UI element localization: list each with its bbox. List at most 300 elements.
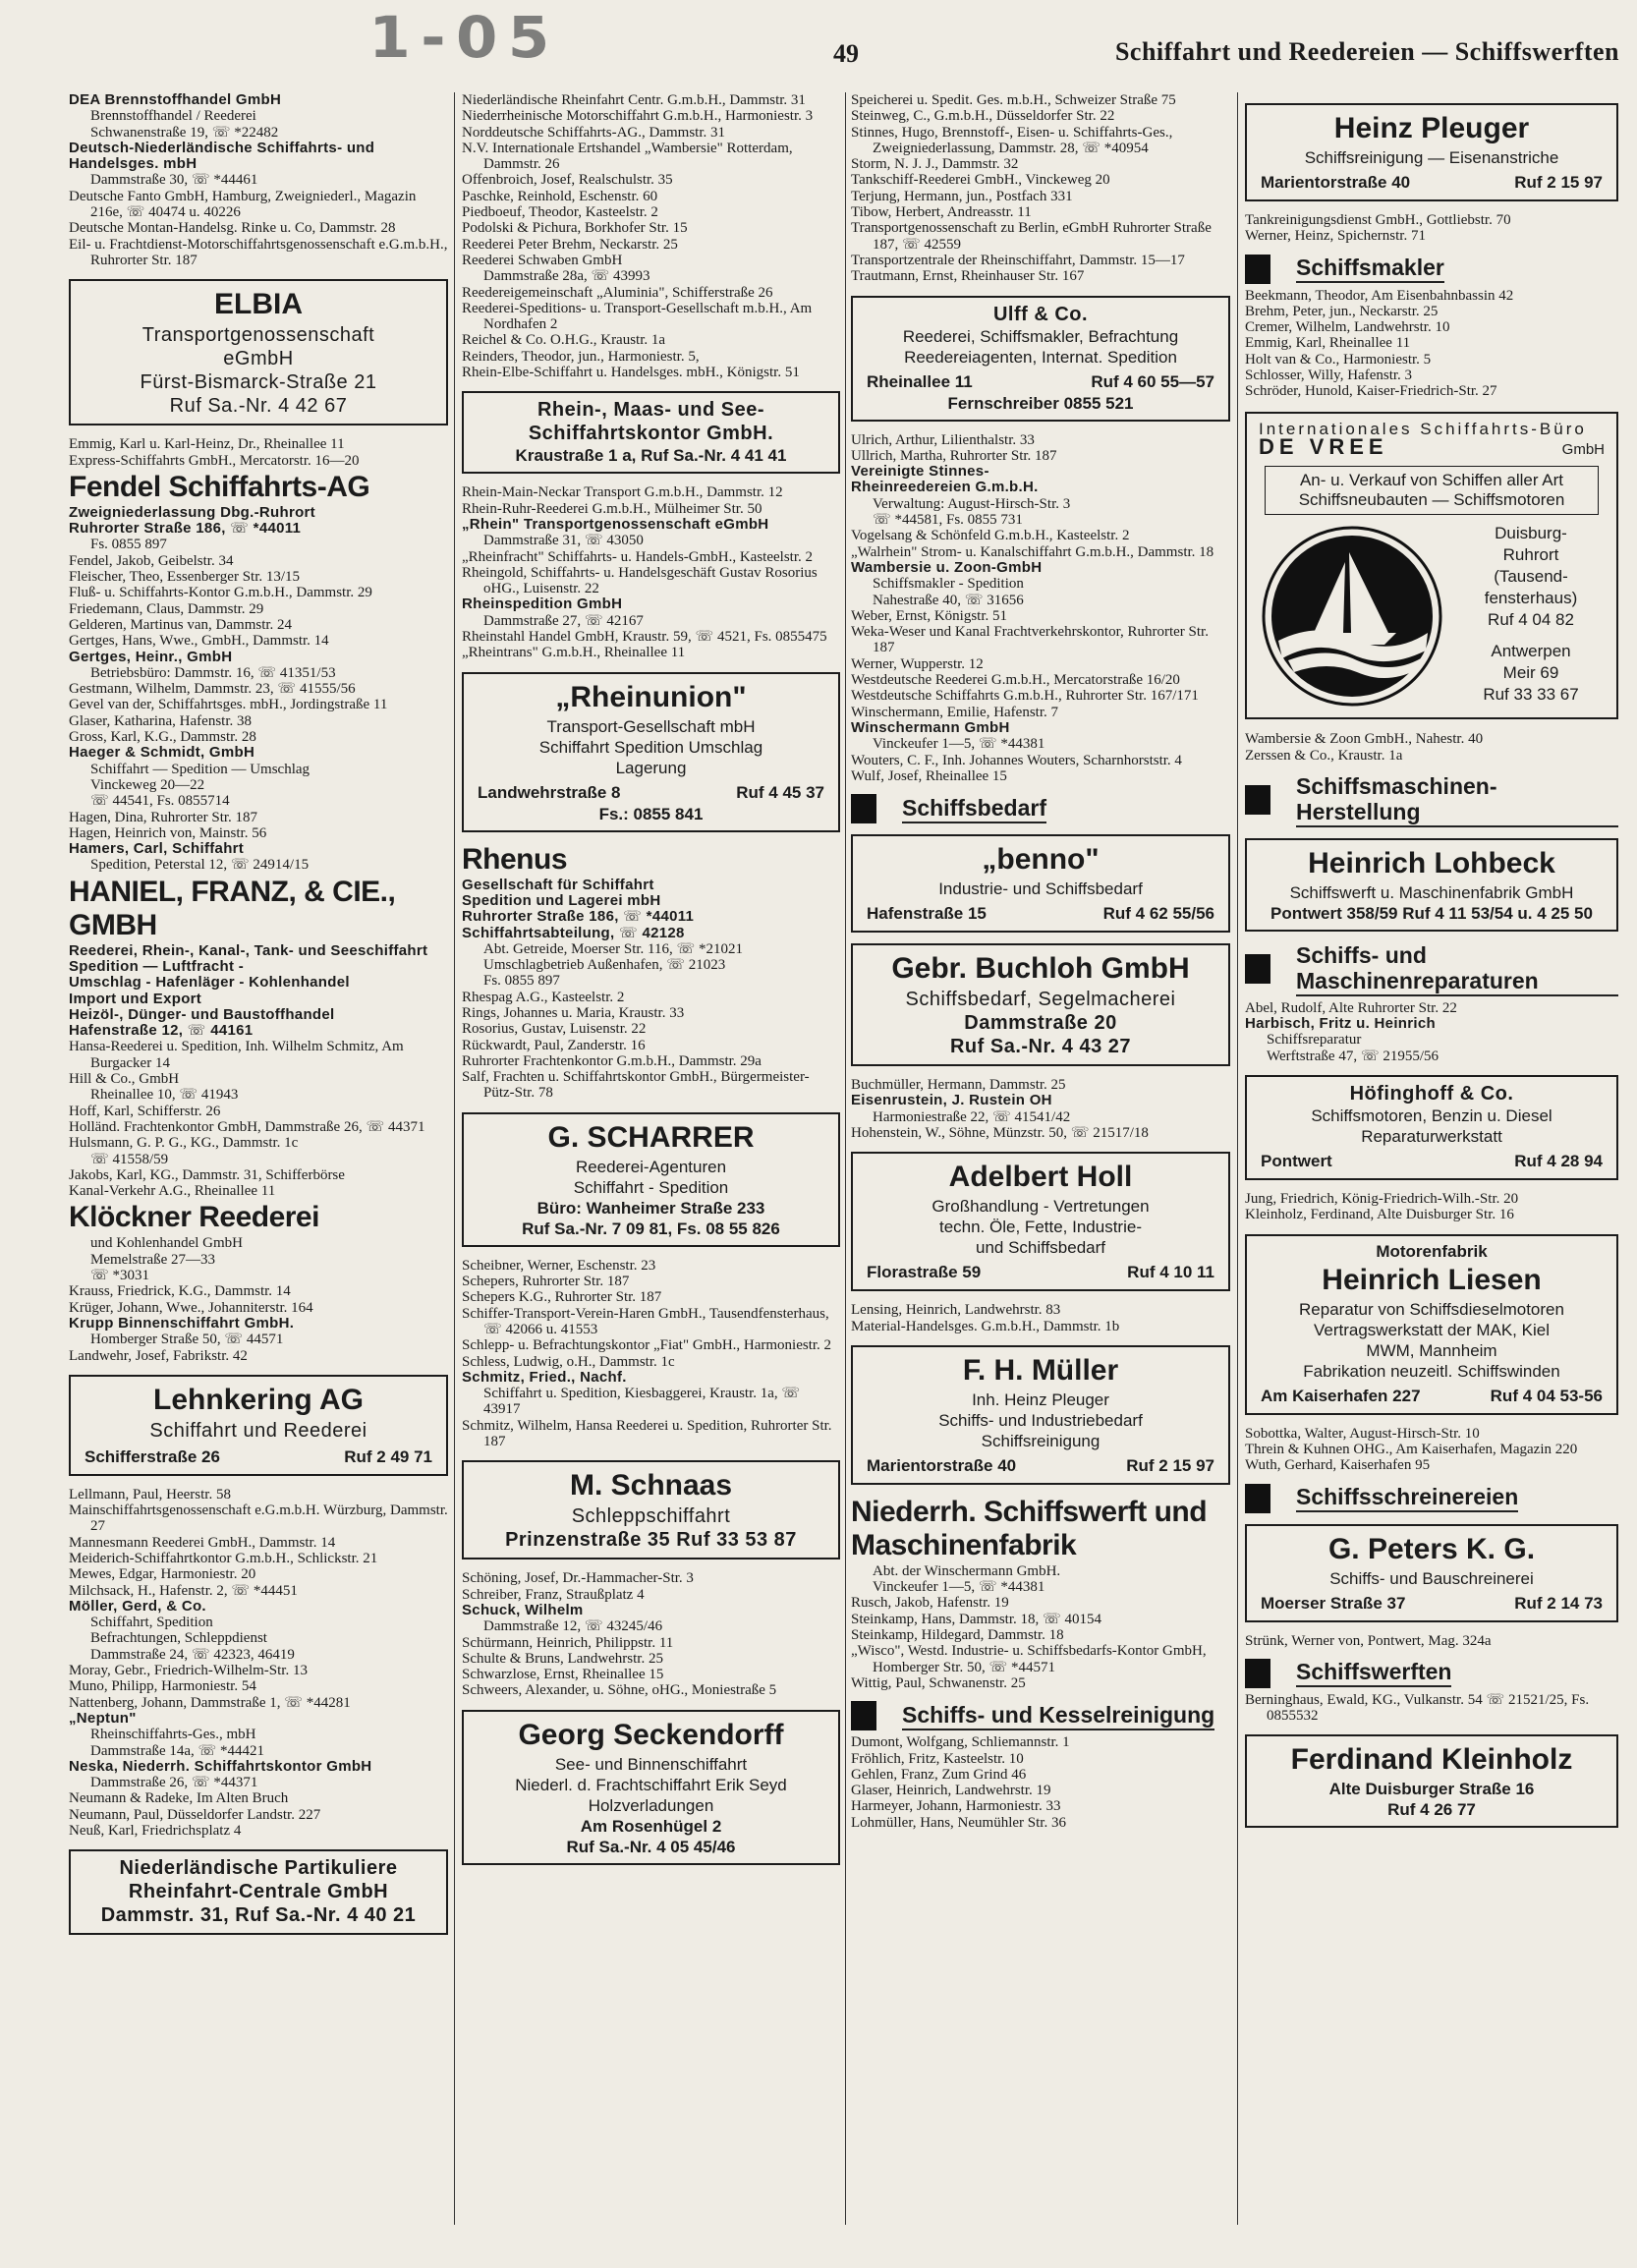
ad-extra-line: Fernschreiber 0855 521 — [947, 393, 1134, 413]
ad-company-name: Adelbert Holl — [948, 1161, 1133, 1194]
entry-detail: ☏ 44541, Fs. 0855714 — [90, 793, 230, 810]
directory-entry: Speicherei u. Spedit. Ges. m.b.H., Schweizer Straße 75 — [851, 92, 1176, 108]
ad-line: Schleppschiffahrt — [571, 1505, 731, 1528]
directory-entry: Hagen, Heinrich von, Mainstr. 56 — [69, 824, 267, 841]
entry-bold: Vereinigte Stinnes- — [851, 463, 989, 481]
entry-bold: Neska, Niederrh. Schiffahrtskontor GmbH — [69, 1757, 372, 1775]
directory-entry: Glaser, Heinrich, Landwehrstr. 19 — [851, 1783, 1051, 1799]
ad-extra-line: Fs.: 0855 841 — [598, 804, 704, 823]
directory-entry: Fluß- u. Schiffahrts-Kontor G.m.b.H., Dammstr. 29 — [69, 585, 372, 601]
entry-detail: Dammstraße 14a, ☏ *44421 — [90, 1742, 265, 1759]
directory-entry: Reederei Schwaben GmbH — [462, 252, 623, 268]
directory-entry: Berninghaus, Ewald, KG., Vulkanstr. 54 ☏ 21521/25, Fs. 0855532 — [1245, 1691, 1590, 1725]
ad-line: Vertragswerkstatt der MAK, Kiel — [1314, 1320, 1550, 1339]
archive-stamp: 1-05 — [368, 4, 560, 71]
entry-bold: Heizöl-, Dünger- und Baustoffhandel — [69, 1005, 335, 1023]
ad-line: Rhein-, Maas- und See- — [536, 399, 765, 422]
ad-line: Schiffs- und Bauschreinerei — [1329, 1568, 1534, 1588]
entry-detail: Dammstraße 30, ☏ *44461 — [90, 172, 258, 189]
directory-entry: Harmeyer, Johann, Harmoniestr. 33 — [851, 1798, 1061, 1815]
ad-phone: Ruf 4 62 55/56 — [1102, 904, 1214, 924]
directory-entry: Muno, Philipp, Harmoniestr. 54 — [69, 1678, 256, 1695]
entry-detail: Spedition, Peterstal 12, ☏ 24914/15 — [90, 857, 310, 874]
ad-address: Pontwert — [1261, 1152, 1332, 1171]
directory-entry: Milchsack, H., Hafenstr. 2, ☏ *44451 — [69, 1582, 298, 1599]
ad-line: Ruf 4 04 82 — [1488, 610, 1574, 630]
ad-company-name: Heinrich Liesen — [1322, 1263, 1542, 1296]
entry-bold: Wambersie u. Zoon-GmbH — [851, 558, 1043, 576]
directory-entry: Fendel, Jakob, Geibelstr. 34 — [69, 552, 234, 569]
entry-detail: Verwaltung: August-Hirsch-Str. 3 — [873, 495, 1071, 512]
ad-company-name: Gebr. Buchloh GmbH — [891, 952, 1190, 986]
entry-detail: ☏ 41558/59 — [90, 1151, 169, 1167]
running-title: Schiffahrt und Reedereien — Schiffswerften — [1114, 37, 1619, 66]
ad-line: Fabrikation neuzeitl. Schiffswinden — [1303, 1361, 1560, 1381]
directory-entry: Rheinstahl Handel GmbH, Kraustr. 59, ☏ 4521, Fs. 0855475 — [462, 629, 827, 646]
ad-line: See- und Binnenschiffahrt — [554, 1754, 748, 1774]
ad-contact-row — [1257, 1386, 1607, 1407]
display-advertisement — [851, 296, 1230, 422]
entry-detail: Brennstoffhandel / Reederei — [90, 108, 256, 125]
directory-entry: Rhein-Ruhr-Reederei G.m.b.H., Mülheimer Str. 50 — [462, 500, 762, 517]
ad-line: Reederei, Schiffsmakler, Befrachtung — [902, 326, 1179, 346]
entry-detail: Fs. 0855 897 — [90, 537, 167, 553]
directory-entry: Schwarzlose, Ernst, Rheinallee 15 — [462, 1667, 664, 1683]
entry-bold: Krupp Binnenschiffahrt GmbH. — [69, 1314, 295, 1332]
directory-entry: Winschermann, Emilie, Hafenstr. 7 — [851, 704, 1059, 720]
ad-line: Transportgenossenschaft — [141, 324, 375, 347]
ad-line: Prinzenstraße 35 Ruf 33 53 87 — [505, 1529, 797, 1552]
display-advertisement — [851, 943, 1230, 1066]
display-advertisement — [462, 391, 840, 474]
ad-phone: Ruf 2 15 97 — [1514, 173, 1603, 192]
ad-line: Schiffsmotoren, Benzin u. Diesel — [1311, 1106, 1552, 1126]
ad-line: Ruhrort — [1502, 545, 1559, 565]
display-advertisement — [851, 1345, 1230, 1485]
ad-address: Hafenstraße 15 — [867, 904, 987, 924]
display-advertisement — [462, 1112, 840, 1247]
directory-entry: Storm, N. J. J., Dammstr. 32 — [851, 156, 1019, 173]
entry-detail: Vinckeweg 20—22 — [90, 776, 205, 793]
display-advertisement — [1245, 103, 1618, 201]
directory-entry: Mewes, Edgar, Harmoniestr. 20 — [69, 1566, 256, 1583]
ad-line: An- u. Verkauf von Schiffen aller Art — [1299, 471, 1564, 490]
directory-entry: Neumann, Paul, Düsseldorfer Landstr. 227 — [69, 1806, 321, 1823]
directory-entry: Holt van & Co., Harmoniestr. 5 — [1245, 351, 1432, 368]
entry-headline: Niederrh. Schiffswerft und Maschinenfabrik — [851, 1495, 1208, 1561]
entry-headline: Klöckner Reederei — [69, 1201, 319, 1234]
ad-line: Reparatur von Schiffsdieselmotoren — [1299, 1299, 1564, 1319]
directory-entry: Krauss, Friedrick, K.G., Dammstr. 14 — [69, 1283, 291, 1300]
directory-entry: Gertges, Hans, Wwe., GmbH., Dammstr. 14 — [69, 633, 329, 650]
directory-entry: Threin & Kuhnen OHG., Am Kaiserhafen, Magazin 220 — [1245, 1441, 1578, 1457]
directory-entry: Neumann & Radeke, Im Alten Bruch — [69, 1790, 289, 1807]
directory-entry: „Wisco", Westd. Industrie- u. Schiffsbedarfs-Kontor GmbH, Homberger Str. 50, ☏ *44571 — [851, 1643, 1207, 1675]
directory-entry: Schweers, Alexander, u. Söhne, oHG., Moniestraße 5 — [462, 1682, 777, 1699]
entry-bold: Gertges, Heinr., GmbH — [69, 648, 233, 665]
entry-bold: Möller, Gerd, & Co. — [69, 1597, 206, 1615]
entry-detail: Werftstraße 47, ☏ 21955/56 — [1267, 1048, 1439, 1064]
entry-detail: Schwanenstraße 19, ☏ *22482 — [90, 124, 279, 141]
directory-entry: Gevel van der, Schiffahrtsges. mbH., Jordingstraße 11 — [69, 697, 388, 713]
directory-entry: Material-Handelsges. G.m.b.H., Dammstr. 1b — [851, 1318, 1120, 1334]
directory-entry: Rusch, Jakob, Hafenstr. 19 — [851, 1595, 1009, 1612]
ad-company-name: DE VREE — [1259, 433, 1388, 459]
ad-line: Großhandlung - Vertretungen — [931, 1197, 1150, 1217]
entry-bold: Spedition — Luftfracht - — [69, 957, 245, 975]
directory-entry: Fröhlich, Fritz, Kasteelstr. 10 — [851, 1750, 1024, 1767]
directory-entry: Niederrheinische Motorschiffahrt G.m.b.H., Harmoniestr. 3 — [462, 108, 814, 125]
ad-line: Reparaturwerkstatt — [1361, 1127, 1502, 1147]
directory-entry: Wittig, Paul, Schwanenstr. 25 — [851, 1674, 1026, 1691]
entry-bold: „Rhein" Transportgenossenschaft eGmbH — [462, 515, 769, 533]
column-1 — [69, 92, 448, 1946]
directory-entry: Salf, Frachten u. Schiffahrtskontor GmbH., Bürgermeister-Pütz-Str. 78 — [462, 1069, 810, 1102]
directory-entry: Rhein-Elbe-Schiffahrt u. Handelsges. mbH., Königstr. 51 — [462, 365, 800, 381]
entry-headline: HANIEL, FRANZ, & CIE., GMBH — [69, 875, 396, 941]
directory-entry: Rheingold, Schiffahrts- u. Handelsgeschäft Gustav Rosorius oHG., Luisenstr. 22 — [462, 564, 818, 597]
column-2 — [462, 92, 840, 1876]
ad-contact-row — [863, 371, 1218, 393]
directory-entry: Mainschiffahrtsgenossenschaft e.G.m.b.H. Würzburg, Dammstr. 27 — [69, 1503, 448, 1535]
directory-entry: Piedboeuf, Theodor, Kasteelstr. 2 — [462, 204, 658, 221]
entry-bold: Schiffahrtsabteilung, ☏ 42128 — [462, 924, 685, 941]
directory-entry: Schöning, Josef, Dr.-Hammacher-Str. 3 — [462, 1570, 694, 1587]
ad-line: Motorenfabrik — [1376, 1241, 1488, 1261]
display-advertisement — [1245, 412, 1618, 720]
ad-address: Marientorstraße 40 — [867, 1455, 1017, 1475]
section-heading — [1245, 1484, 1618, 1513]
ad-phone: Ruf 2 14 73 — [1514, 1593, 1603, 1613]
directory-entry: Tankschiff-Reederei GmbH., Vinckeweg 20 — [851, 172, 1110, 189]
section-title: Schiffs- und Kesselreinigung — [902, 1702, 1214, 1730]
entry-bold: Hamers, Carl, Schiffahrt — [69, 840, 245, 858]
directory-entry: Nattenberg, Johann, Dammstraße 1, ☏ *44281 — [69, 1694, 351, 1711]
ad-line: Ruf Sa.-Nr. 4 05 45/46 — [566, 1837, 736, 1856]
entry-detail: Umschlagbetrieb Außenhafen, ☏ 21023 — [483, 957, 726, 974]
entry-bold: Spedition und Lagerei mbH — [462, 891, 661, 909]
section-marker-icon — [1245, 255, 1270, 284]
directory-entry: Sobottka, Walter, August-Hirsch-Str. 10 — [1245, 1425, 1480, 1442]
display-advertisement — [1245, 1075, 1618, 1180]
directory-entry: Dumont, Wolfgang, Schliemannstr. 1 — [851, 1734, 1070, 1751]
section-title: Schiffsbedarf — [902, 795, 1046, 823]
ad-line: Kraustraße 1 a, Ruf Sa.-Nr. 4 41 41 — [515, 446, 787, 466]
entry-bold: Schmitz, Fried., Nachf. — [462, 1368, 627, 1386]
entry-detail: Schiffahrt u. Spedition, Kiesbaggerei, Kraustr. 1a, ☏ 43917 — [483, 1386, 801, 1418]
ad-line: Ulff & Co. — [992, 303, 1089, 325]
directory-entry: Gross, Karl, K.G., Dammstr. 28 — [69, 729, 256, 746]
ad-addresses — [1457, 523, 1605, 709]
directory-entry: Jung, Friedrich, König-Friedrich-Wilh.-Str. 20 — [1245, 1191, 1519, 1208]
directory-entry: Stinnes, Hugo, Brennstoff-, Eisen- u. Schiffahrts-Ges., Zweigniederlassung, Dammstr. 28, ☏ *40954 — [851, 124, 1173, 156]
page-header — [0, 0, 1637, 79]
ad-company-name: Heinrich Lohbeck — [1308, 846, 1555, 879]
ad-phone: Ruf 4 45 37 — [736, 782, 824, 802]
entry-detail: Schiffahrt, Spedition — [90, 1615, 213, 1631]
directory-entry: Werner, Heinz, Spichernstr. 71 — [1245, 228, 1426, 245]
directory-entry: Hulsmann, G. P. G., KG., Dammstr. 1c — [69, 1135, 299, 1152]
display-advertisement — [69, 279, 448, 425]
entry-detail: Abt. der Winschermann GmbH. — [873, 1562, 1061, 1579]
directory-entry: Hagen, Dina, Ruhrorter Str. 187 — [69, 809, 258, 825]
directory-entry: Schürmann, Heinrich, Philippstr. 11 — [462, 1634, 674, 1651]
directory-entry: Schlepp- u. Befrachtungskontor „Fiat" GmbH., Harmoniestr. 2 — [462, 1337, 832, 1354]
ad-company-name: M. Schnaas — [569, 1469, 733, 1503]
directory-entry: Ullrich, Martha, Ruhrorter Str. 187 — [851, 447, 1057, 464]
directory-entry: Paschke, Reinhold, Eschenstr. 60 — [462, 188, 658, 204]
directory-entry: Wouters, C. F., Inh. Johannes Wouters, Scharnhorststr. 4 — [851, 752, 1182, 768]
ad-line: Reederei-Agenturen — [575, 1157, 727, 1176]
ad-company-name: Lehnkering AG — [153, 1383, 364, 1416]
ad-address: Landwehrstraße 8 — [478, 782, 621, 802]
ad-contact-row — [863, 903, 1218, 925]
ad-address: Florastraße 59 — [867, 1263, 982, 1282]
section-title: Schiffs- und Maschinenreparaturen — [1296, 942, 1618, 996]
directory-entry: Westdeutsche Reederei G.m.b.H., Mercatorstraße 16/20 — [851, 672, 1180, 689]
directory-entry: Schmitz, Wilhelm, Hansa Reederei u. Spedition, Ruhrorter Str. 187 — [462, 1417, 832, 1450]
entry-bold: Ruhrorter Straße 186, ☏ *44011 — [69, 520, 302, 538]
directory-entry: Deutsche Fanto GmbH, Hamburg, Zweigniederl., Magazin 216e, ☏ 40474 u. 40226 — [69, 188, 417, 221]
ad-company-name: G. Peters K. G. — [1327, 1532, 1536, 1565]
ad-line: Schiffahrt - Spedition — [573, 1177, 729, 1197]
directory-entry: Podolski & Pichura, Borkhofer Str. 15 — [462, 220, 688, 237]
directory-entry: Offenbroich, Josef, Realschulstr. 35 — [462, 172, 673, 189]
entry-bold: Rheinspedition GmbH — [462, 595, 623, 613]
directory-entry: Lohmüller, Hans, Neumühler Str. 36 — [851, 1814, 1066, 1831]
directory-entry: N.V. Internationale Ertshandel „Wambersie" Rotterdam, Dammstr. 26 — [462, 140, 793, 173]
entry-bold: Import und Export — [69, 990, 202, 1007]
display-advertisement — [462, 1460, 840, 1559]
ad-company-name: „benno" — [982, 843, 1100, 877]
directory-entry: Schreiber, Franz, Straußplatz 4 — [462, 1586, 645, 1603]
section-heading — [851, 794, 1230, 823]
directory-entry: Niederländische Rheinfahrt Centr. G.m.b.H., Dammstr. 31 — [462, 92, 806, 108]
section-title: Schiffsmaschinen-Herstellung — [1296, 773, 1618, 827]
ad-address: Rheinallee 11 — [867, 371, 973, 391]
directory-entry: Transportzentrale der Rheinschiffahrt, Dammstr. 15—17 — [851, 252, 1185, 268]
ad-line: Höfinghoff & Co. — [1349, 1083, 1514, 1106]
directory-entry: Rings, Johannes u. Maria, Kraustr. 33 — [462, 1004, 685, 1021]
entry-detail: Abt. Getreide, Moerser Str. 116, ☏ *21021 — [483, 940, 743, 957]
column-3 — [851, 92, 1230, 1831]
section-title: Schiffsschreinereien — [1296, 1484, 1518, 1512]
directory-entry: Schlosser, Willy, Hafenstr. 3 — [1245, 368, 1413, 384]
ad-line: Ruf 4 26 77 — [1387, 1800, 1476, 1820]
directory-entry: Westdeutsche Schiffahrts G.m.b.H., Ruhrorter Str. 167/171 — [851, 688, 1199, 705]
ad-line: Büro: Wanheimer Straße 233 — [536, 1198, 765, 1218]
ad-line: Schiffswerft u. Maschinenfabrik GmbH — [1289, 882, 1574, 902]
display-advertisement — [1245, 1734, 1618, 1828]
directory-entry: Hill & Co., GmbH — [69, 1071, 180, 1088]
ad-line: Schiffahrt und Reederei — [149, 1419, 367, 1442]
ad-line: techn. Öle, Fette, Industrie- — [939, 1218, 1142, 1237]
directory-entry: Emmig, Karl, Rheinallee 11 — [1245, 335, 1411, 352]
ad-contact-row — [81, 1446, 436, 1468]
directory-entry: Tankreinigungsdienst GmbH., Gottliebstr. 70 — [1245, 212, 1511, 228]
entry-detail: Fs. 0855 897 — [483, 973, 560, 990]
ad-line: Pontwert 358/59 Ruf 4 11 53/54 u. 4 25 50 — [1270, 903, 1593, 923]
ad-line: Schiffsbedarf, Segelmacherei — [905, 989, 1176, 1011]
directory-entry: Reichel & Co. O.H.G., Kraustr. 1a — [462, 332, 666, 349]
ad-company-name: Georg Seckendorff — [518, 1718, 784, 1751]
ad-contact-row — [1257, 1593, 1607, 1615]
directory-entry: Reinders, Theodor, jun., Harmoniestr. 5, — [462, 348, 700, 365]
ad-line: Ruf Sa.-Nr. 4 42 67 — [169, 395, 348, 418]
directory-entry: Strünk, Werner von, Pontwert, Mag. 324a — [1245, 1632, 1492, 1649]
directory-entry: Terjung, Hermann, jun., Postfach 331 — [851, 188, 1073, 204]
entry-bold: Schuck, Wilhelm — [462, 1601, 584, 1618]
directory-entry: Gestmann, Wilhelm, Dammstr. 23, ☏ 41555/56 — [69, 681, 356, 698]
entry-bold: Harbisch, Fritz u. Heinrich — [1245, 1015, 1436, 1033]
directory-entry: Lellmann, Paul, Heerstr. 58 — [69, 1486, 231, 1503]
directory-entry: Buchmüller, Hermann, Dammstr. 25 — [851, 1077, 1066, 1094]
ad-line: Transport-Gesellschaft mbH — [546, 716, 756, 736]
ad-line: eGmbH — [223, 348, 294, 370]
directory-entry: Gehlen, Franz, Zum Grind 46 — [851, 1766, 1027, 1783]
directory-entry: Werner, Wupperstr. 12 — [851, 655, 984, 672]
directory-entry: Friedemann, Claus, Dammstr. 29 — [69, 600, 264, 617]
ad-phone: Ruf 2 15 97 — [1126, 1455, 1214, 1475]
display-advertisement — [1245, 838, 1618, 932]
entry-headline: Fendel Schiffahrts-AG — [69, 470, 370, 503]
directory-entry: Holländ. Frachtenkontor GmbH, Dammstraße 26, ☏ 44371 — [69, 1118, 425, 1135]
ad-phone: Ruf 4 28 94 — [1514, 1152, 1603, 1171]
column-rule — [454, 92, 455, 2225]
entry-detail: Vinckeufer 1—5, ☏ *44381 — [873, 736, 1045, 753]
ad-line: Ruf Sa.-Nr. 4 43 27 — [949, 1036, 1132, 1058]
directory-entry: Steinkamp, Hildegard, Dammstr. 18 — [851, 1627, 1064, 1644]
entry-bold: Umschlag - Hafenläger - Kohlenhandel — [69, 974, 350, 992]
directory-entry: Brehm, Peter, jun., Neckarstr. 25 — [1245, 303, 1439, 319]
ad-address: Marientorstraße 40 — [1261, 173, 1411, 192]
ad-line: Schiffahrtskontor GmbH. — [528, 423, 774, 445]
directory-entry: Gelderen, Martinus van, Dammstr. 24 — [69, 616, 293, 633]
directory-entry: Lensing, Heinrich, Landwehrstr. 83 — [851, 1302, 1061, 1319]
entry-detail: Memelstraße 27—33 — [90, 1251, 216, 1268]
entry-detail: Dammstraße 26, ☏ *44371 — [90, 1775, 258, 1791]
display-advertisement — [69, 1375, 448, 1476]
ad-services — [1265, 466, 1599, 515]
entry-detail: und Kohlenhandel GmbH — [90, 1235, 243, 1252]
ad-contact-row — [1257, 172, 1607, 194]
entry-detail: Dammstraße 12, ☏ 43245/46 — [483, 1618, 663, 1635]
ad-line: Niederländische Partikuliere — [119, 1857, 398, 1880]
directory-entry: Jakobs, Karl, KG., Dammstr. 31, Schifferbörse — [69, 1166, 345, 1183]
ad-line: Rheinfahrt-Centrale GmbH — [128, 1881, 389, 1903]
ad-line: Ruf Sa.-Nr. 7 09 81, Fs. 08 55 826 — [522, 1219, 780, 1238]
entry-detail: Rheinschiffahrts-Ges., mbH — [90, 1727, 256, 1743]
directory-entry: Schless, Ludwig, o.H., Dammstr. 1c — [462, 1353, 675, 1370]
directory-entry: Kanal-Verkehr A.G., Rheinallee 11 — [69, 1183, 276, 1200]
directory-entry: Wuth, Gerhard, Kaiserhafen 95 — [1245, 1457, 1431, 1474]
directory-entry: Emmig, Karl u. Karl-Heinz, Dr., Rheinallee 11 — [69, 436, 345, 453]
directory-entry: Scheibner, Werner, Eschenstr. 23 — [462, 1257, 656, 1274]
entry-detail: Befrachtungen, Schleppdienst — [90, 1630, 267, 1647]
section-marker-icon — [1245, 1659, 1270, 1688]
directory-entry: Landwehr, Josef, Fabrikstr. 42 — [69, 1347, 248, 1364]
ad-line: Duisburg- — [1495, 524, 1567, 543]
entry-detail: Schiffahrt — Spedition — Umschlag — [90, 761, 310, 777]
column-rule — [1237, 92, 1238, 2225]
directory-entry: Krüger, Johann, Wwe., Johanniterstr. 164 — [69, 1299, 313, 1316]
ad-company-name: F. H. Müller — [962, 1353, 1119, 1387]
ad-line: Dammstraße 20 — [964, 1012, 1117, 1035]
ad-line: Niederl. d. Frachtschiffahrt Erik Seyd — [515, 1775, 787, 1794]
directory-entry: Vogelsang & Schönfeld G.m.b.H., Kasteelstr. 2 — [851, 528, 1130, 544]
directory-entry: Wambersie & Zoon GmbH., Nahestr. 40 — [1245, 731, 1484, 748]
entry-detail: Dammstraße 27, ☏ 42167 — [483, 612, 644, 629]
ad-tagline: Internationales Schiffahrts-Büro — [1259, 419, 1587, 438]
ad-line: Schiffsneubauten — Schiffsmotoren — [1298, 490, 1565, 510]
ad-address: Moerser Straße 37 — [1261, 1593, 1406, 1613]
directory-entry: Transportgenossenschaft zu Berlin, eGmbH Ruhrorter Straße 187, ☏ 42559 — [851, 220, 1212, 253]
directory-entry: Rhein-Main-Neckar Transport G.m.b.H., Dammstr. 12 — [462, 484, 783, 501]
section-marker-icon — [1245, 1484, 1270, 1513]
entry-bold: Ruhrorter Straße 186, ☏ *44011 — [462, 908, 695, 926]
ad-contact-row — [863, 1455, 1218, 1477]
entry-bold: Haeger & Schmidt, GmbH — [69, 744, 255, 762]
ad-legal-form: GmbH — [1561, 440, 1605, 458]
directory-entry: Steinkamp, Hans, Dammstr. 18, ☏ 40154 — [851, 1611, 1101, 1627]
ad-line: Am Rosenhügel 2 — [580, 1816, 722, 1836]
directory-entry: Weber, Ernst, Königstr. 51 — [851, 607, 1008, 624]
directory-entry: Reederei-Speditions- u. Transport-Gesellschaft m.b.H., Am Nordhafen 2 — [462, 300, 813, 333]
directory-entry: Rhespag A.G., Kasteelstr. 2 — [462, 989, 625, 1005]
display-advertisement — [69, 1849, 448, 1935]
directory-entry: Abel, Rudolf, Alte Ruhrorter Str. 22 — [1245, 999, 1457, 1016]
directory-entry: Glaser, Katharina, Hafenstr. 38 — [69, 712, 252, 729]
ad-company-name: Heinz Pleuger — [1333, 112, 1530, 144]
directory-entry: Ulrich, Arthur, Lilienthalstr. 33 — [851, 431, 1035, 448]
directory-entry: Hansa-Reederei u. Spedition, Inh. Wilhelm Schmitz, Am Burgacker 14 — [69, 1039, 404, 1071]
ad-line: Reedereiagenten, Internat. Spedition — [904, 347, 1177, 367]
ad-line: Fürst-Bismarck-Straße 21 — [140, 371, 377, 394]
directory-entry: Reederei Peter Brehm, Neckarstr. 25 — [462, 236, 678, 253]
ad-line: MWM, Mannheim — [1366, 1340, 1497, 1360]
directory-entry: Norddeutsche Schiffahrts-AG., Dammstr. 31 — [462, 124, 726, 141]
ad-phone: Ruf 4 60 55—57 — [1091, 371, 1214, 391]
directory-entry: Fleischer, Theo, Essenberger Str. 13/15 — [69, 569, 301, 586]
directory-entry: Kleinholz, Ferdinand, Alte Duisburger Str. 16 — [1245, 1207, 1514, 1223]
ad-line: Schiffahrt Spedition Umschlag — [538, 737, 763, 757]
page-number: 49 — [833, 39, 859, 68]
directory-entry: Neuß, Karl, Friedrichsplatz 4 — [69, 1823, 242, 1840]
ad-line: und Schiffsbedarf — [976, 1238, 1105, 1258]
ad-line: Lagerung — [615, 758, 687, 777]
ad-company-name: Ferdinand Kleinholz — [1290, 1743, 1573, 1777]
display-advertisement — [851, 1152, 1230, 1291]
entry-bold: Rheinreedereien G.m.b.H. — [851, 479, 1039, 496]
directory-entry: Schepers K.G., Ruhrorter Str. 187 — [462, 1289, 662, 1306]
ad-company-name: ELBIA — [214, 288, 303, 321]
entry-detail: Dammstraße 31, ☏ 43050 — [483, 533, 644, 549]
ad-line: Inh. Heinz Pleuger — [972, 1389, 1109, 1409]
section-heading — [851, 1701, 1230, 1730]
directory-entry: „Rheintrans" G.m.b.H., Rheinallee 11 — [462, 645, 686, 661]
directory-entry: Hoff, Karl, Schifferstr. 26 — [69, 1103, 221, 1119]
ad-line: Dammstr. 31, Ruf Sa.-Nr. 4 40 21 — [100, 1904, 417, 1927]
directory-entry: Beekmann, Theodor, Am Eisenbahnbassin 42 — [1245, 287, 1514, 304]
entry-detail: Dammstraße 28a, ☏ 43993 — [483, 268, 650, 285]
entry-detail: Schiffsreparatur — [1267, 1032, 1362, 1049]
entry-bold: Winschermann GmbH — [851, 718, 1010, 736]
directory-entry: Cremer, Wilhelm, Landwehrstr. 10 — [1245, 319, 1450, 336]
section-marker-icon — [851, 1701, 876, 1730]
directory-entry: Mannesmann Reederei GmbH., Dammstr. 14 — [69, 1534, 336, 1551]
entry-detail: Nahestraße 40, ☏ 31656 — [873, 592, 1024, 608]
ship-logo-icon — [1259, 523, 1445, 709]
